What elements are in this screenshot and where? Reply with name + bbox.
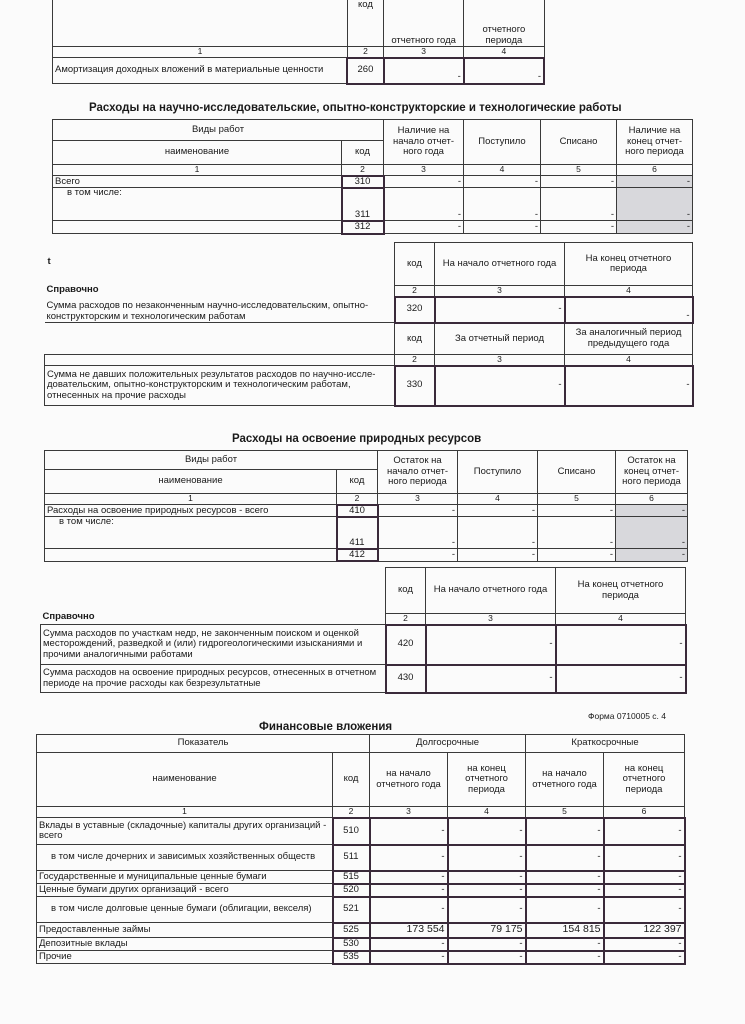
rnd-ref-mark: t: [47, 255, 51, 267]
table-row: Ценные бумаги других организаций - всего 520 - - - -: [37, 884, 685, 897]
nat-title: Расходы на освоение природных ресурсов: [232, 433, 482, 445]
form-note: Форма 0710005 с. 4: [588, 711, 667, 721]
top-h-end: отчетного периода: [464, 0, 544, 47]
rnd-h-types: Виды работ: [53, 120, 384, 141]
top-table: код отчетного года отчетного периода 1 2 3 4 Амортизация доходных вложений в материальные ценности 260 - -: [52, 0, 545, 85]
table-row: Всего 310 - - - -: [53, 176, 693, 188]
table-row: в том числе: 411 - - - -: [45, 517, 688, 549]
table-row: Вклады в уставные (складочные) капиталы других организаций - всего 510 - - - -: [37, 818, 685, 845]
rnd-table: Виды работ Наличие на начало отчет-ного года Поступило Списано Наличие на конец отчет-ного периода наименование код 1 2 3 4 5 6 Всего 310 - - - - в том числе: 311 - - - - 312 - - - -: [52, 119, 693, 235]
loan-start-short: 154 815: [526, 923, 604, 938]
top-row-label: Амортизация доходных вложений в материальные ценности: [53, 58, 348, 84]
table-row: Расходы на освоение природных ресурсов - всего 410 - - - -: [45, 505, 688, 517]
nat-ref-table: Справочно код На начало отчетного года На конец отчетного периода 2 3 4 Сумма расходов по участкам недр, не законченным поиском и оценкой месторождений, разведкой и (или) гидрогеологическими изысканиями и прочими аналогичными работами 420 - - Сумма расходов на освоение природных ресурсов, отнесенных в отчетном периоде на прочие расходы как безрезультатные 430 - -: [40, 567, 687, 694]
loan-end-long: 79 175: [448, 923, 526, 938]
rnd-h-code: код: [342, 141, 384, 165]
top-h-start: отчетного года: [384, 0, 464, 47]
fin-table: Показатель Долгосрочные Краткосрочные наименование код на начало отчетного года на конец отчетного периода на начало отчетного года на конец отчетного периода 1 2 3 4 5 6 Вклады в уставные (складочные) капиталы других организаций - всего 510 - - - - в том числе дочерних и зависимых хозяйственных обществ 511 - - - - Государственные и муниципальные ценные бумаги 515 - - - - Ценные бумаги других организаций - всего 520 - - - - в том числе долговые ценные бумаги (облигации, векселя) 521 - - - - Предоставленные займы 525 173 554 79 175 154 815 122 397 Депозитные вклады 530 - - - - Прочие 535 - - - -: [36, 734, 686, 965]
rnd-h-out: Списано: [541, 120, 617, 165]
rnd-title: Расходы на научно-исследовательские, опытно-конструкторские и технологические работы: [89, 102, 622, 114]
table-row: в том числе долговые ценные бумаги (облигации, векселя) 521 - - - -: [37, 897, 685, 923]
nat-ref-title: Справочно: [42, 610, 95, 622]
rnd-ref-table: t Справочно Сумма расходов по незаконченным научно-исследовательским, опытно-конструкторским и технологическим работам код На начало отчетного года На конец отчетного периода 2 3 4 320 - - код За отчетный период За аналогичный период предыдущего года 2 3 4 Сумма не давших положительных результатов расходов по научно-иссле- довательским, опытно-конструкторским и технологическим работам, отнесенных на прочие расходы 330 - -: [44, 242, 694, 407]
table-row: Государственные и муниципальные ценные бумаги 515 - - - -: [37, 871, 685, 884]
rnd-ref-row-label: Сумма расходов по незаконченным научно-исследовательским, опытно-конструкторским и технологическим работам: [46, 300, 369, 322]
table-row: Предоставленные займы 525 173 554 79 175 154 815 122 397: [37, 923, 685, 938]
table-row: Депозитные вклады 530 - - - -: [37, 938, 685, 951]
table-row: Прочие 535 - - - -: [37, 951, 685, 964]
top-h-code: код: [347, 0, 383, 47]
fin-title: Финансовые вложения: [259, 721, 393, 733]
table-row: 312 - - - -: [53, 221, 693, 234]
table-row: Сумма расходов на освоение природных ресурсов, отнесенных в отчетном периоде на прочие расходы как безрезультатные 430 - -: [41, 665, 686, 693]
table-row: 412 - - - -: [45, 549, 688, 561]
table-row: 320 - -: [45, 297, 693, 323]
rnd-ref2-row-label: Сумма не давших положительных результатов расходов по научно-иссле- довательским, опытно-конструкторским и технологическим работам, отнесенных на прочие расходы: [45, 366, 395, 406]
nat-table: Виды работ Остаток на начало отчет-ного периода Поступило Списано Остаток на конец отчет-ного периода наименование код 1 2 3 4 5 6 Расходы на освоение природных ресурсов - всего 410 - - - - в том числе: 411 - - - - 412 - - - -: [44, 450, 688, 562]
table-row: Сумма не давших положительных результатов расходов по научно-иссле- довательским, опытно-конструкторским и технологическим работам, отнесенных на прочие расходы 330 - -: [45, 366, 693, 406]
rnd-h-start: Наличие на начало отчет-ного года: [384, 120, 464, 165]
rnd-ref-title: Справочно: [46, 283, 99, 295]
table-row: Сумма расходов по участкам недр, не законченным поиском и оценкой месторождений, разведкой и (или) гидрогеологическими изысканиями и прочими аналогичными работами 420 - -: [41, 625, 686, 665]
rnd-h-end: Наличие на конец отчет-ного периода: [617, 120, 693, 165]
loan-start-long: 173 554: [370, 923, 448, 938]
rnd-h-in: Поступило: [464, 120, 541, 165]
table-row: в том числе дочерних и зависимых хозяйственных обществ 511 - - - -: [37, 845, 685, 871]
table-row: в том числе: 311 - - - -: [53, 188, 693, 221]
rnd-h-name: наименование: [53, 141, 342, 165]
loan-end-short: 122 397: [604, 923, 685, 938]
top-row-code: 260: [347, 58, 383, 84]
